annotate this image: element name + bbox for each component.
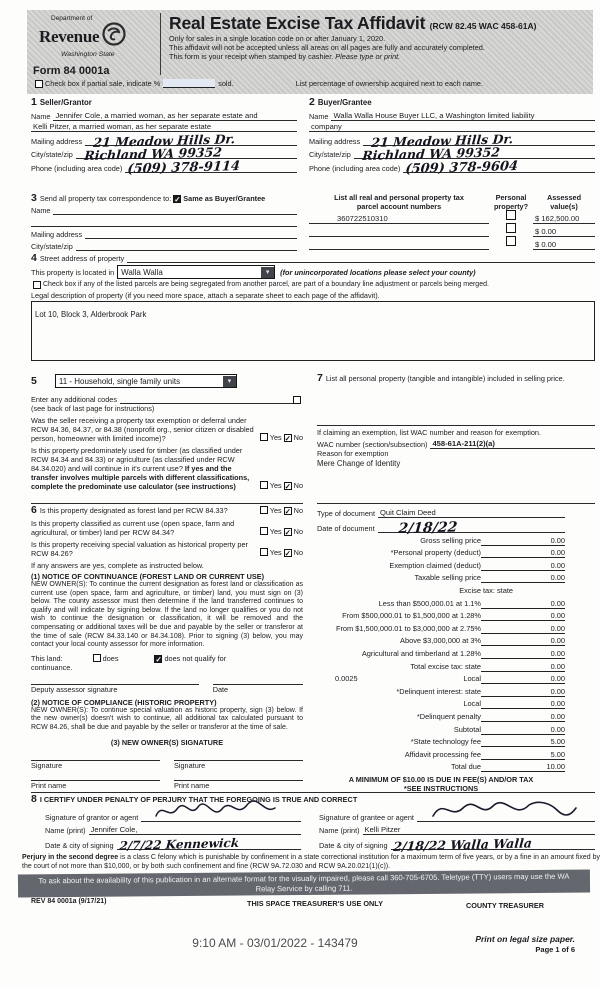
- signature-label-1: Signature: [31, 760, 63, 770]
- doc-date-label: Date of document: [317, 524, 375, 533]
- rev-number: REV 84 0001a (9/17/21): [31, 898, 107, 905]
- timber-question: Is this property predominately used for timber (as classified under RCW 84.34 and 84.33) or agriculture (as classified under RCW 84.34.020) and will continue in it's current use?: [31, 446, 243, 473]
- seller-city-handwriting: Richland WA 99352: [83, 144, 223, 164]
- grantee-date-handwriting: 2/18/22 Walla Walla: [392, 835, 533, 855]
- exemption-note: If claiming an exemption, list WAC number and reason for exemption.: [317, 428, 542, 437]
- land-use-dropdown[interactable]: [55, 374, 237, 388]
- same-as-buyer-label: Same as Buyer/Grantee: [183, 194, 266, 203]
- form-header: [27, 10, 593, 94]
- legal-description-box[interactable]: [31, 301, 595, 361]
- reason-label: Reason for exemption: [317, 449, 389, 458]
- assessed-value-3: $ 0.00: [535, 240, 557, 250]
- assessed-value-field-3[interactable]: [533, 241, 595, 250]
- tax-amount: 0.00: [529, 573, 565, 583]
- tax-row-taxable: Taxable selling price 0.00: [414, 573, 565, 583]
- segregated-checkbox[interactable]: [33, 281, 41, 289]
- buyer-name-label: Name: [309, 112, 329, 121]
- seller-city-label: City/state/zip: [31, 150, 73, 159]
- header-note-3: This form is your receipt when stamped by cashier.: [169, 52, 334, 61]
- assessed-value-field-2[interactable]: [533, 228, 595, 237]
- seller-phone-handwriting: (509) 378-9114: [127, 159, 241, 178]
- buyer-name-line1: Walla Walla House Buyer LLC, a Washington limited liability: [333, 111, 535, 120]
- grantee-signature-label: Signature of grantee or agent: [319, 813, 414, 822]
- grantor-name-field[interactable]: [89, 826, 301, 835]
- seller-phone-label: Phone (including area code): [31, 164, 123, 173]
- doc-type-value: Quit Claim Deed: [380, 508, 436, 517]
- certify-statement: I CERTIFY UNDER PENALTY OF PERJURY THAT THE FOREGOING IS TRUE AND CORRECT: [39, 795, 358, 804]
- tax-amount: 0.00: [529, 624, 565, 634]
- correspondence-section: [31, 194, 297, 251]
- no-label: No: [293, 506, 303, 515]
- street-address-field[interactable]: [127, 254, 595, 263]
- legal-description-value: Lot 10, Block 3, Alderbrook Park: [35, 309, 147, 319]
- seller-name-field-2[interactable]: [31, 123, 297, 132]
- corr-mailing-field[interactable]: [85, 230, 297, 239]
- yes-label: Yes: [269, 481, 282, 490]
- parcel-header-line2: parcel account numbers: [356, 201, 442, 211]
- grantor-name-value: Jennifer Cole,: [90, 825, 138, 834]
- dor-logo-block: [33, 13, 161, 75]
- assessed-value-field-1[interactable]: [533, 215, 595, 224]
- seller-mailing-label: Mailing address: [31, 137, 83, 146]
- buyer-city-field[interactable]: [354, 144, 595, 164]
- grantee-signature-field[interactable]: [417, 813, 595, 822]
- tax-row-tier4: Above $3,000,000 at 3% 0.00: [400, 636, 565, 646]
- certification-section: [31, 792, 595, 855]
- perjury-note: [22, 854, 600, 871]
- additional-codes-label: Enter any additional codes: [31, 395, 117, 404]
- tax-row-tier1: Less than $500,000.01 at 1.1% 0.00: [378, 598, 565, 608]
- seller-city-field[interactable]: [76, 144, 297, 164]
- tax-amount: 0.00: [529, 699, 565, 709]
- buyer-mailing-handwriting: 21 Meadow Hills Dr.: [370, 131, 514, 151]
- doc-date-field[interactable]: [378, 519, 565, 538]
- section-2-number: 2: [309, 96, 315, 108]
- tax-row-total-state: Total excise tax: state 0.00: [410, 661, 565, 671]
- buyer-mailing-label: Mailing address: [309, 137, 361, 146]
- tax-computation-section: [317, 503, 595, 793]
- wac-number-label: WAC number (section/subsection): [317, 440, 428, 449]
- tax-row-personal-deduct: *Personal property (deduct) 0.00: [390, 548, 565, 558]
- dept-of-label: Department of: [51, 15, 93, 22]
- doc-date-handwriting: 2/18/22: [397, 519, 458, 538]
- continuance-label: continuance.: [31, 662, 73, 672]
- reason-value: Mere Change of Identity: [317, 459, 401, 468]
- assessed-value-1: $ 162,500.00: [535, 214, 580, 224]
- tax-amount: 5.00: [529, 750, 565, 760]
- exemption-no-checkbox[interactable]: [284, 434, 292, 442]
- buyer-phone-handwriting: (509) 378-9604: [405, 159, 519, 178]
- no-label: No: [293, 548, 303, 557]
- notice2-body: NEW OWNER(S): To continue special valuation as historic property, sign (3) below. If the new owner(s) doesn't wish to continue, all additional tax calculated pursuant to RCW 84.26, shall be due and payable by the seller or transferor at the time of sale.: [31, 706, 303, 731]
- seller-name-field[interactable]: [53, 112, 297, 121]
- timber-yes-checkbox[interactable]: [260, 481, 268, 489]
- corr-name-label: Name: [31, 206, 51, 215]
- parcel-number-field-2[interactable]: [309, 228, 489, 237]
- tax-row-local: 0.0025 Local 0.00: [317, 672, 565, 685]
- seller-name-line2: Kelli Pitzer, a married woman, as her separate estate: [33, 122, 212, 131]
- tax-row-tier3: From $1,500,000.01 to $3,000,000 at 2.75% 0.00: [335, 623, 565, 633]
- tax-amount: 0.00: [529, 636, 565, 646]
- buyer-city-label: City/state/zip: [309, 150, 351, 159]
- use-code-section: [31, 374, 303, 491]
- tax-amount: 0.00: [529, 649, 565, 659]
- grantor-date-label: Date & city of signing: [45, 841, 114, 850]
- legal-size-note: Print on legal size paper.: [475, 934, 575, 944]
- no-label: No: [293, 527, 303, 536]
- buyer-phone-label: Phone (including area code): [309, 164, 401, 173]
- seller-name-label: Name: [31, 112, 51, 121]
- tax-row-tier2: From $500,000.01 to $1,500,000 at 1.28% 0.00: [342, 611, 565, 621]
- tax-row-excise-header: Excise tax: state: [459, 585, 513, 595]
- parcel-table: [309, 194, 595, 251]
- no-label: No: [293, 481, 303, 490]
- current-use-question: Is this property classified as current use (open space, farm and agricultural, or timber) land per RCW 84.34?: [31, 519, 235, 537]
- tax-row-exemption-deduct: Exemption claimed (deduct) 0.00: [389, 560, 565, 570]
- exemption-yes-checkbox[interactable]: [260, 433, 268, 441]
- forest-question: Is this property designated as forest land per RCW 84.33?: [39, 506, 228, 515]
- notice1-body: NEW OWNER(S): To continue the current designation as forest land or classification as current use (open space, farm and agriculture, or timber) land, you must sign on (3) below. The county assessor must then determine if the land transferred continues to qualify and will indicate by signing below. If the land no longer qualifies or you do not wish to continue the designation or classification, it will be removed and the compensating or additional taxes will be due and payable by the seller or transferor at the time of sale (RCW 84.33.140 or 84.34.108). Prior to signing (3) below, you may contact your local county assessor for more information.: [31, 581, 303, 649]
- current-use-yes-checkbox[interactable]: [260, 527, 268, 535]
- wac-number-value: 458-61A-211(2)(a): [432, 439, 495, 448]
- tax-row-processing-fee: Affidavit processing fee 5.00: [404, 749, 565, 759]
- ownership-percentage-note: List percentage of ownership acquired next to each name.: [295, 79, 484, 88]
- yes-label: Yes: [269, 433, 282, 442]
- additional-codes-box[interactable]: [293, 396, 301, 404]
- buyer-name-line2: company: [311, 122, 342, 131]
- does-qualify-checkbox[interactable]: [93, 654, 101, 662]
- corr-city-field[interactable]: [76, 242, 297, 251]
- buyer-name-field[interactable]: [331, 112, 595, 121]
- print-name-label-2: Print name: [174, 780, 210, 790]
- historic-yes-checkbox[interactable]: [260, 548, 268, 556]
- deputy-signature-label: Deputy assessor signature: [31, 684, 118, 694]
- revenue-wordmark: Revenue: [39, 26, 100, 46]
- county-treasurer-label: COUNTY TREASURER: [465, 901, 545, 910]
- current-use-no-checkbox[interactable]: [284, 528, 292, 536]
- tax-amount: 0.00: [529, 561, 565, 571]
- page-number: Page 1 of 6: [535, 945, 575, 954]
- washington-state-label: Washington State: [61, 51, 115, 58]
- tax-amount: 0.00: [529, 725, 565, 735]
- tax-amount: 0.00: [529, 548, 565, 558]
- tax-amount: 0.00: [529, 536, 565, 546]
- parcel-row: [309, 224, 595, 237]
- print-timestamp: 9:10 AM - 03/01/2022 - 143479: [192, 936, 358, 950]
- yes-label: Yes: [269, 506, 282, 515]
- header-note-1: Only for sales in a single location code on or after January 1, 2020.: [169, 34, 386, 43]
- partial-sale-percent-field[interactable]: [163, 79, 215, 88]
- wac-number-field[interactable]: [430, 440, 595, 449]
- county-dropdown-arrow-icon: ▾: [261, 267, 274, 278]
- historic-no-checkbox[interactable]: [284, 549, 292, 557]
- accessibility-banner: To ask about the availability of this publication in an alternate format for the visually impaired, please call 360-705-6705. Teletype (TTY) users may use the WA Relay Service by calling 711.: [18, 870, 590, 898]
- buyer-phone-field[interactable]: [403, 159, 595, 178]
- perjury-note-rest: is a class C felony which is punishable by confinement in a state correctional institution for a maximum term of five years, or by a fine in an amount fixed by the court of not more than $10,000, or by both such confinement and fine (RCW 9A.72.030 and RCW 9A.20.021(1)(c)).: [22, 854, 600, 870]
- grantor-signature-label: Signature of grantor or agent: [45, 813, 139, 822]
- doc-type-label: Type of document: [317, 509, 376, 518]
- tax-row-tech-fee: *State technology fee 5.00: [410, 737, 565, 747]
- seller-mailing-handwriting: 21 Meadow Hills Dr.: [92, 131, 236, 151]
- does-label: does: [102, 653, 119, 663]
- owners-signature-title: (3) NEW OWNER(S) SIGNATURE: [110, 737, 224, 747]
- section-8-number: 8: [31, 793, 37, 805]
- dor-logo-icon: [102, 22, 126, 51]
- perjury-note-bold: Perjury in the second degree: [22, 854, 119, 861]
- exemption-question: Was the seller receiving a property tax exemption or deferral under RCW 84.36, 84.37, or 84.38 (nonprofit org., senior citizen or disabled person, homeowner with limited income)?: [31, 416, 254, 443]
- section-1-number: 1: [31, 96, 37, 108]
- does-not-label: does not qualify for: [164, 653, 227, 663]
- tax-row-agricultural: Agricultural and timberland at 1.28% 0.00: [361, 648, 565, 658]
- forest-yes-checkbox[interactable]: [260, 506, 268, 514]
- correspondence-label: Send all property tax correspondence to:: [39, 194, 172, 203]
- tax-row-gross: Gross selling price 0.00: [420, 535, 565, 545]
- historic-question: Is this property receiving special valuation as historical property per RCW 84.26?: [31, 540, 248, 558]
- located-in-label: This property is located in: [31, 267, 115, 277]
- yes-label: Yes: [269, 527, 282, 536]
- section-4-number: 4: [31, 252, 37, 264]
- section-6-number: 6: [31, 504, 37, 516]
- form-title-rcw: (RCW 82.45 WAC 458-61A): [429, 21, 537, 31]
- section-1-title: Seller/Grantor: [39, 98, 92, 107]
- partial-sale-checkbox[interactable]: [35, 80, 43, 88]
- form-number: Form 84 0001a: [33, 65, 110, 77]
- tax-row-delinquent-interest: *Delinquent interest: state 0.00: [396, 686, 565, 696]
- see-back-note: (see back of last page for instructions): [31, 404, 155, 413]
- deputy-date-label: Date: [212, 684, 229, 694]
- parcel-row: [309, 237, 595, 250]
- does-not-qualify-checkbox[interactable]: [154, 655, 162, 663]
- tax-row-delinquent-local: Local 0.00: [463, 699, 565, 709]
- personal-header-line2: property?: [493, 201, 529, 211]
- parcel-number: 360722510310: [337, 214, 388, 224]
- section-5-number: 5: [31, 375, 37, 387]
- tax-row-total-due: Total due 10.00: [451, 762, 565, 772]
- grantor-signature-scrawl: [153, 800, 278, 824]
- doc-type-field[interactable]: [378, 509, 565, 518]
- see-instructions-note: *SEE INSTRUCTIONS: [403, 784, 479, 794]
- buyer-grantee-section: [309, 96, 595, 178]
- tax-amount: 0.00: [529, 662, 565, 672]
- forest-no-checkbox[interactable]: [284, 507, 292, 515]
- if-yes-note: If any answers are yes, complete as instructed below.: [31, 561, 204, 570]
- personal-property-section: [317, 374, 595, 491]
- tax-amount: 0.00: [529, 712, 565, 722]
- assessed-header-line1: Assessed: [546, 193, 582, 202]
- tax-amount: 0.00: [529, 674, 565, 684]
- buyer-name-field-2[interactable]: [309, 123, 595, 132]
- legal-description-label: Legal description of property (if you need more space, attach a separate sheet to each page of the affidavit).: [31, 290, 380, 300]
- corr-mailing-label: Mailing address: [31, 230, 83, 239]
- county-note: (for unincorporated locations please select your county): [280, 267, 476, 277]
- tax-amount: 0.00: [529, 599, 565, 609]
- grantee-name-field[interactable]: [363, 826, 595, 835]
- parcel-number-field-3[interactable]: [309, 241, 489, 250]
- notice2-title: (2) NOTICE OF COMPLIANCE (HISTORIC PROPERTY): [31, 697, 217, 707]
- header-note-3-italic: Please type or print.: [335, 52, 401, 61]
- section-3-number: 3: [31, 192, 37, 204]
- additional-codes-field[interactable]: [120, 395, 293, 404]
- local-rate-value: 0.0025: [335, 674, 358, 684]
- personal-property-label: List all personal property (tangible and intangible) included in selling price.: [325, 374, 565, 383]
- signature-label-2: Signature: [174, 760, 206, 770]
- grantor-date-handwriting: 2/7/22 Kennewick: [118, 835, 240, 854]
- minimum-fee-note: A MINIMUM OF $10.00 IS DUE IN FEE(S) AND/OR TAX: [348, 775, 534, 785]
- segregated-note: Check box if any of the listed parcels are being segregated from another parcel, are part of a boundary line adjustment or parcels being merged.: [43, 281, 489, 288]
- notice1-title: (1) NOTICE OF CONTINUANCE (FOREST LAND OR CURRENT USE): [31, 572, 265, 581]
- parcel-header-line1: List all real and personal property tax: [334, 193, 464, 202]
- partial-sale-label: Check box if partial sale, indicate %: [45, 79, 161, 88]
- no-label: No: [293, 433, 303, 442]
- seller-phone-field[interactable]: [125, 159, 297, 178]
- grantee-signature-scrawl: [429, 798, 579, 824]
- print-name-label-1: Print name: [31, 780, 67, 790]
- assessed-value-2: $ 0.00: [535, 227, 557, 237]
- corr-name-field[interactable]: [53, 206, 297, 215]
- personal-header-line1: Personal: [495, 193, 527, 202]
- section-2-title: Buyer/Grantee: [317, 98, 372, 107]
- land-designation-section: [31, 503, 303, 793]
- grantee-date-field[interactable]: [391, 835, 595, 855]
- parcel-number-field[interactable]: [309, 215, 489, 224]
- assessed-header-line2: value(s): [550, 201, 578, 211]
- partial-sale-suffix: sold.: [218, 79, 234, 88]
- grantor-signature-field[interactable]: [141, 813, 301, 822]
- county-dropdown-value: Walla Walla: [121, 267, 163, 277]
- corr-city-label: City/state/zip: [31, 242, 73, 251]
- timber-no-checkbox[interactable]: [284, 482, 292, 490]
- land-use-dropdown-value: 11 - Household, single family units: [58, 376, 181, 386]
- tax-amount: 0.00: [529, 611, 565, 621]
- street-address-label: Street address of property: [39, 254, 125, 263]
- section-7-number: 7: [317, 372, 323, 384]
- parcel-row: [309, 211, 595, 224]
- tax-row-delinquent-penalty: *Delinquent penalty 0.00: [416, 711, 565, 721]
- tax-amount: 0.00: [529, 687, 565, 697]
- tax-row-subtotal: Subtotal 0.00: [453, 724, 565, 734]
- form-title: Real Estate Excise Tax Affidavit: [169, 13, 426, 33]
- land-use-dropdown-arrow-icon: ▾: [223, 376, 236, 387]
- timber-question-bold: If yes and the transfer involves multiple parcels with different classifications, complete the predominate use calculator (see instructions): [31, 464, 250, 491]
- personal-property-checkbox-3[interactable]: [506, 236, 516, 246]
- tax-amount: 10.00: [529, 762, 565, 772]
- tax-amount: 5.00: [529, 737, 565, 747]
- seller-grantor-section: [31, 96, 297, 178]
- seller-name-line1: Jennifer Cole, a married woman, as her separate estate and: [55, 111, 258, 120]
- county-dropdown[interactable]: [117, 265, 275, 279]
- buyer-city-handwriting: Richland WA 99352: [361, 144, 501, 164]
- this-land-label: This land:: [31, 653, 63, 663]
- same-as-buyer-checkbox[interactable]: [173, 195, 181, 203]
- property-section: [31, 252, 595, 361]
- corr-extra-field[interactable]: [31, 218, 297, 227]
- grantee-name-value: Kelli Pitzer: [364, 825, 401, 834]
- grantee-name-label: Name (print): [319, 826, 360, 835]
- grantor-name-label: Name (print): [45, 826, 86, 835]
- treasurer-space-label: THIS SPACE TREASURER'S USE ONLY: [247, 899, 383, 908]
- grantor-date-field[interactable]: [117, 835, 301, 854]
- header-note-2: This affidavit will not be accepted unless all areas on all pages are fully and accurately completed.: [169, 43, 485, 52]
- grantee-date-label: Date & city of signing: [319, 841, 388, 850]
- yes-label: Yes: [269, 548, 282, 557]
